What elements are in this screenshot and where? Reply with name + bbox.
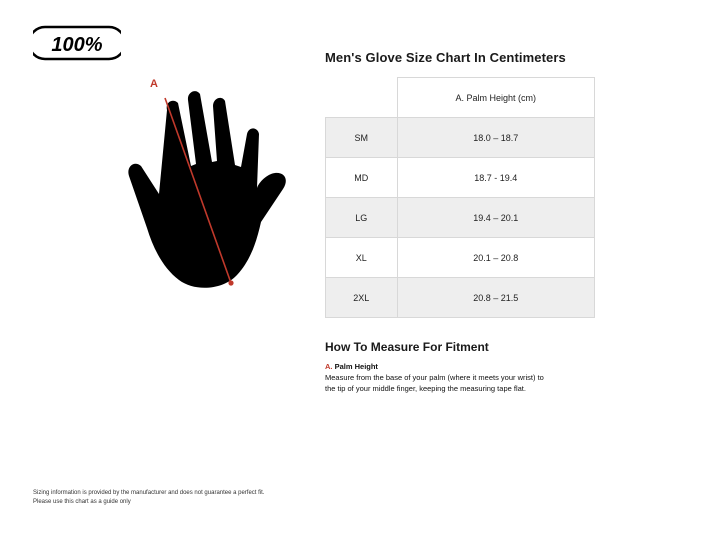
footer-line-1: Sizing information is provided by the manufacturer and does not guarantee a perfect fit. <box>33 489 265 496</box>
glove-illustration <box>95 70 325 320</box>
column-header-palm-height: A. Palm Height (cm) <box>397 78 595 118</box>
row-size-label: LG <box>326 198 398 238</box>
table-row <box>326 238 595 278</box>
hundred-percent-logo-icon <box>33 24 121 62</box>
row-size-label: 2XL <box>326 278 398 318</box>
how-to-measure-body: Measure from the base of your palm (where it meets your wrist) to the tip of your middle finger, keeping the measuring tape flat. <box>325 373 544 393</box>
how-to-measure-item-heading <box>325 362 555 371</box>
row-size-label: MD <box>326 158 398 198</box>
size-chart-table <box>325 77 595 318</box>
brand-logo <box>33 24 121 62</box>
svg-text:100%: 100% <box>51 34 103 56</box>
size-chart-section <box>325 50 687 318</box>
table-corner-cell <box>326 78 398 118</box>
table-header-row <box>326 78 595 118</box>
how-to-measure-section <box>325 340 555 395</box>
how-to-measure-item-letter: A. <box>325 362 333 371</box>
row-size-label: SM <box>326 118 398 158</box>
page-title: Men's Glove Size Chart In Centimeters <box>325 50 566 65</box>
row-size-label: XL <box>326 238 398 278</box>
row-palm-height: 20.1 – 20.8 <box>397 238 595 278</box>
table-row <box>326 158 595 198</box>
table-row <box>326 278 595 318</box>
how-to-measure-item-label: Palm Height <box>334 362 378 371</box>
table-row <box>326 198 595 238</box>
hand-silhouette-icon <box>95 70 325 320</box>
row-palm-height: 18.7 - 19.4 <box>397 158 595 198</box>
measurement-label-a: A <box>150 78 159 90</box>
row-palm-height: 19.4 – 20.1 <box>397 198 595 238</box>
table-row <box>326 118 595 158</box>
footer-line-2: Please use this chart as a guide only <box>33 499 131 506</box>
how-to-measure-title: How To Measure For Fitment <box>325 340 489 354</box>
row-palm-height: 20.8 – 21.5 <box>397 278 595 318</box>
row-palm-height: 18.0 – 18.7 <box>397 118 595 158</box>
footer-disclaimer <box>33 489 353 508</box>
